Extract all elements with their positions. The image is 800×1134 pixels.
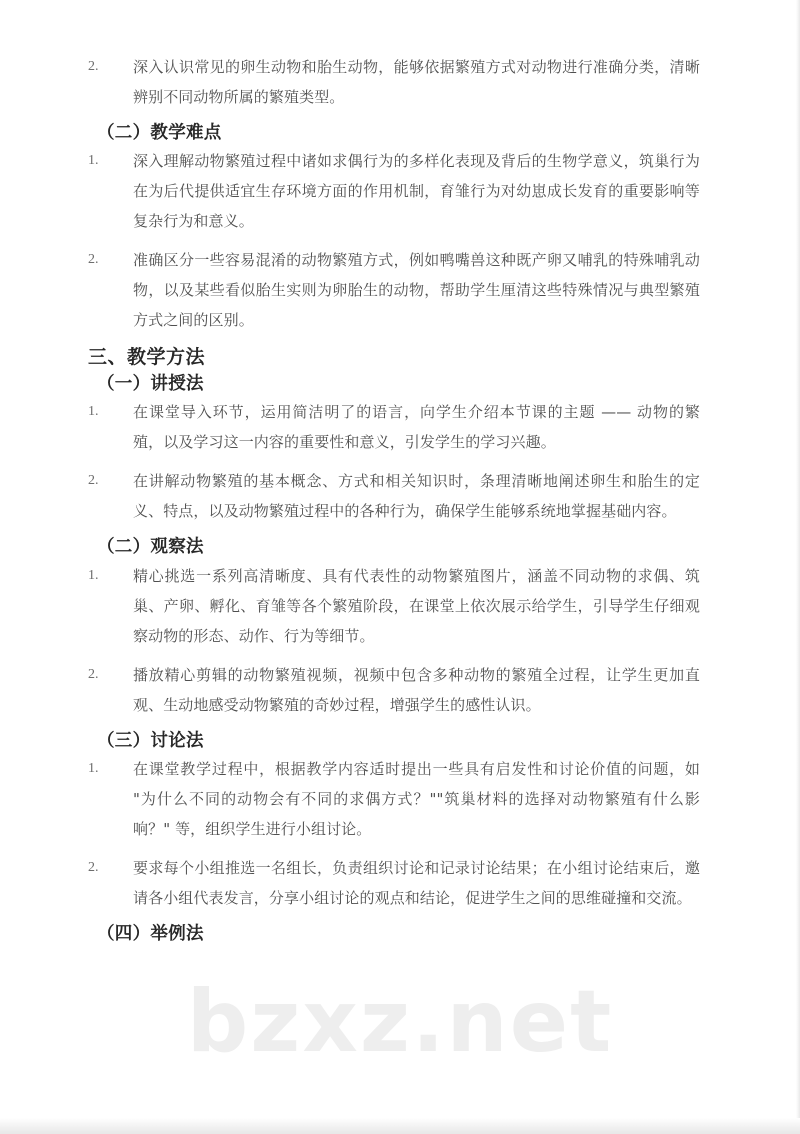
page-edge-bottom xyxy=(0,1118,800,1134)
list-item-marker: 1. xyxy=(88,761,99,777)
document-body xyxy=(88,52,700,947)
list-item-marker: 2. xyxy=(88,252,99,268)
list-item xyxy=(88,853,700,913)
section-heading-level2: （三）讨论法 xyxy=(97,730,204,751)
page-edge-right xyxy=(796,0,800,1134)
list-item-marker: 1. xyxy=(88,153,99,169)
list-item xyxy=(88,146,700,236)
list-item xyxy=(88,397,700,457)
list-item-marker: 1. xyxy=(88,567,99,583)
list-item-text: 深入认识常见的卵生动物和胎生动物，能够依据繁殖方式对动物进行准确分类，清晰辨别不同动物所属的繁殖类型。 xyxy=(133,58,700,106)
list-item-text: 在讲解动物繁殖的基本概念、方式和相关知识时，条理清晰地阐述卵生和胎生的定义、特点，以及动物繁殖过程中的各种行为，确保学生能够系统地掌握基础内容。 xyxy=(133,472,700,521)
section-heading-level2: （四）举例法 xyxy=(97,924,204,945)
site-watermark: bzxz.net xyxy=(186,972,614,1072)
list-item-marker: 2. xyxy=(88,860,99,876)
list-item-text: 精心挑选一系列高清晰度、具有代表性的动物繁殖图片，涵盖不同动物的求偶、筑巢、产卵、孵化、育雏等各个繁殖阶段，在课堂上依次展示给学生，引导学生仔细观察动物的形态、动作、行为等细节。 xyxy=(133,566,700,645)
list-item xyxy=(88,52,700,112)
list-item xyxy=(88,466,700,526)
list-item xyxy=(88,561,700,651)
list-item-text: 播放精心剪辑的动物繁殖视频，视频中包含多种动物的繁殖全过程，让学生更加直观、生动地感受动物繁殖的奇妙过程，增强学生的感性认识。 xyxy=(133,665,700,714)
list-item-marker: 2. xyxy=(88,59,99,74)
section-heading-level2: （二）观察法 xyxy=(97,537,204,558)
section-heading-level2: （一）讲授法 xyxy=(97,373,204,394)
list-item-text: 深入理解动物繁殖过程中诸如求偶行为的多样化表现及背后的生物学意义，筑巢行为在为后代提供适宜生存环境方面的作用机制，育雏行为对幼崽成长发育的重要影响等复杂行为和意义。 xyxy=(133,152,700,231)
list-item-marker: 2. xyxy=(88,473,99,489)
section-heading-level1: 三、教学方法 xyxy=(88,346,206,369)
list-item-text: 要求每个小组推选一名组长，负责组织讨论和记录讨论结果；在小组讨论结束后，邀请各小组代表发言，分享小组讨论的观点和结论，促进学生之间的思维碰撞和交流。 xyxy=(133,859,700,908)
list-item-text: 在课堂导入环节，运用简洁明了的语言，向学生介绍本节课的主题 —— 动物的繁殖，以及学习这一内容的重要性和意义，引发学生的学习兴趣。 xyxy=(133,403,700,452)
list-item-text: 准确区分一些容易混淆的动物繁殖方式，例如鸭嘴兽这种既产卵又哺乳的特殊哺乳动物，以及某些看似胎生实则为卵胎生的动物，帮助学生厘清这些特殊情况与典型繁殖方式之间的区别。 xyxy=(133,251,700,330)
list-item xyxy=(88,754,700,844)
list-item-marker: 1. xyxy=(88,404,99,420)
section-heading-level2: （二）教学难点 xyxy=(97,123,222,143)
list-item xyxy=(88,660,700,720)
list-item-text: 在课堂教学过程中，根据教学内容适时提出一些具有启发性和讨论价值的问题，如 "为什么不同的动物会有不同的求偶方式？""筑巢材料的选择对动物繁殖有什么影响？" 等，组织学生进行小组讨论。 xyxy=(133,760,700,839)
list-item xyxy=(88,245,700,335)
list-item-marker: 2. xyxy=(88,666,99,682)
